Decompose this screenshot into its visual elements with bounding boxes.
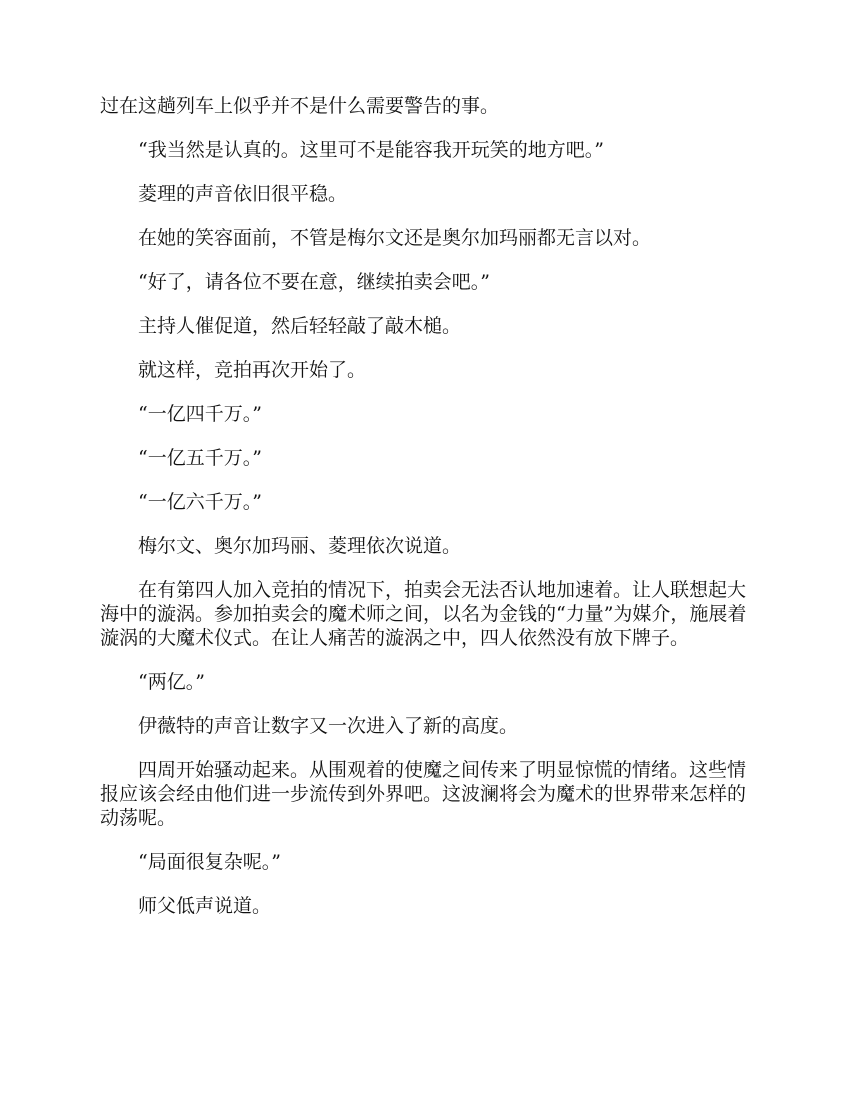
paragraph-dialogue: “局面很复杂呢。” (138, 851, 281, 873)
paragraph-dialogue: “一亿四千万。” (138, 403, 262, 425)
paragraph: 伊薇特的声音让数字又一次进入了新的高度。 (138, 715, 519, 737)
paragraph: 师父低声说道。 (138, 895, 272, 917)
paragraph: 就这样，竞拍再次开始了。 (138, 359, 367, 381)
paragraph: 菱理的声音依旧很平稳。 (138, 183, 348, 205)
paragraph-dialogue: “一亿六千万。” (138, 491, 262, 513)
paragraph: 主持人催促道，然后轻轻敲了敲木槌。 (138, 315, 462, 337)
paragraph: 四周开始骚动起来。从围观着的使魔之间传来了明显惊慌的情绪。这些情报应该会经由他们进一步流传到外界吧。这波澜将会为魔术的世界带来怎样的动荡呢。 (100, 759, 747, 829)
paragraph: 在她的笑容面前，不管是梅尔文还是奥尔加玛丽都无言以对。 (138, 227, 652, 249)
paragraph-dialogue: “两亿。” (138, 671, 205, 693)
paragraph-dialogue: “好了，请各位不要在意，继续拍卖会吧。” (138, 271, 490, 293)
paragraph-dialogue: “我当然是认真的。这里可不是能容我开玩笑的地方吧。” (138, 139, 604, 161)
document-page (100, 94, 750, 938)
paragraph-dialogue: “一亿五千万。” (138, 447, 262, 469)
paragraph-continuation: 过在这趟列车上似乎并不是什么需要警告的事。 (100, 95, 500, 117)
paragraph: 在有第四人加入竞拍的情况下，拍卖会无法否认地加速着。让人联想起大海中的漩涡。参加拍卖会的魔术师之间，以名为金钱的“力量”为媒介，施展着漩涡的大魔术仪式。在让人痛苦的漩涡之中，四人依然没有放下牌子。 (100, 579, 747, 649)
paragraph: 梅尔文、奥尔加玛丽、菱理依次说道。 (138, 535, 462, 557)
